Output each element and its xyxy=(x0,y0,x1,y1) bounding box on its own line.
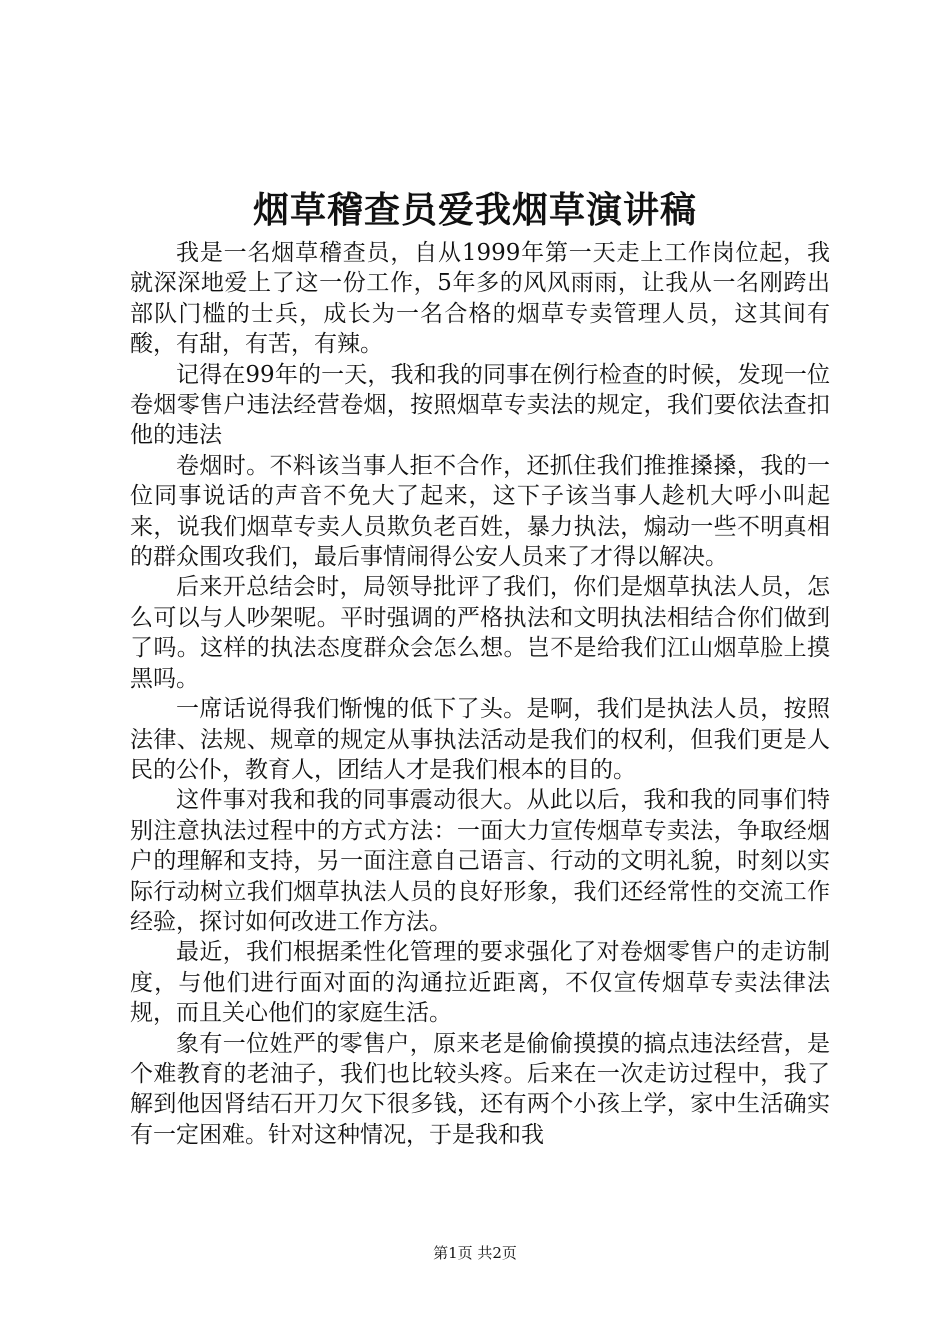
paragraph: 最近，我们根据柔性化管理的要求强化了对卷烟零售户的走访制度，与他们进行面对面的沟通拉近距离，不仅宣传烟草专卖法律法规，而且关心他们的家庭生活。 xyxy=(130,939,830,1027)
paragraph: 一席话说得我们惭愧的低下了头。是啊，我们是执法人员，按照法律、法规、规章的规定从事执法活动是我们的权利，但我们更是人民的公仆，教育人，团结人才是我们根本的目的。 xyxy=(130,696,830,783)
document-body xyxy=(130,238,830,1150)
document-title: 烟草稽查员爱我烟草演讲稿 xyxy=(252,189,697,231)
page-number-footer: 第1页 共2页 xyxy=(433,1244,517,1262)
paragraph: 卷烟时。不料该当事人拒不合作，还抓住我们推推搡搡，我的一位同事说话的声音不免大了起来，这下子该当事人趁机大呼小叫起来，说我们烟草专卖人员欺负老百姓，暴力执法，煽动一些不明真相的群众围攻我们，最后事情闹得公安人员来了才得以解决。 xyxy=(130,452,830,571)
paragraph: 我是一名烟草稽查员，自从1999年第一天走上工作岗位起，我就深深地爱上了这一份工作，5年多的风风雨雨，让我从一名刚跨出部队门槛的士兵，成长为一名合格的烟草专卖管理人员，这其间有酸，有甜，有苦，有辣。 xyxy=(130,240,830,358)
paragraph: 后来开总结会时，局领导批评了我们，你们是烟草执法人员，怎么可以与人吵架呢。平时强调的严格执法和文明执法相结合你们做到了吗。这样的执法态度群众会怎么想。岂不是给我们江山烟草脸上摸黑吗。 xyxy=(130,574,830,692)
paragraph: 这件事对我和我的同事震动很大。从此以后，我和我的同事们特别注意执法过程中的方式方法：一面大力宣传烟草专卖法，争取经烟户的理解和支持，另一面注意自己语言、行动的文明礼貌，时刻以实际行动树立我们烟草执法人员的良好形象，我们还经常性的交流工作经验，探讨如何改进工作方法。 xyxy=(130,787,830,935)
paragraph: 象有一位姓严的零售户，原来老是偷偷摸摸的搞点违法经营，是个难教育的老油子，我们也比较头疼。后来在一次走访过程中，我了解到他因肾结石开刀欠下很多钱，还有两个小孩上学，家中生活确实有一定困难。针对这种情况，于是我和我 xyxy=(130,1030,830,1148)
paragraph: 记得在99年的一天，我和我的同事在例行检查的时候，发现一位卷烟零售户违法经营卷烟，按照烟草专卖法的规定，我们要依法查扣他的违法 xyxy=(130,361,830,449)
